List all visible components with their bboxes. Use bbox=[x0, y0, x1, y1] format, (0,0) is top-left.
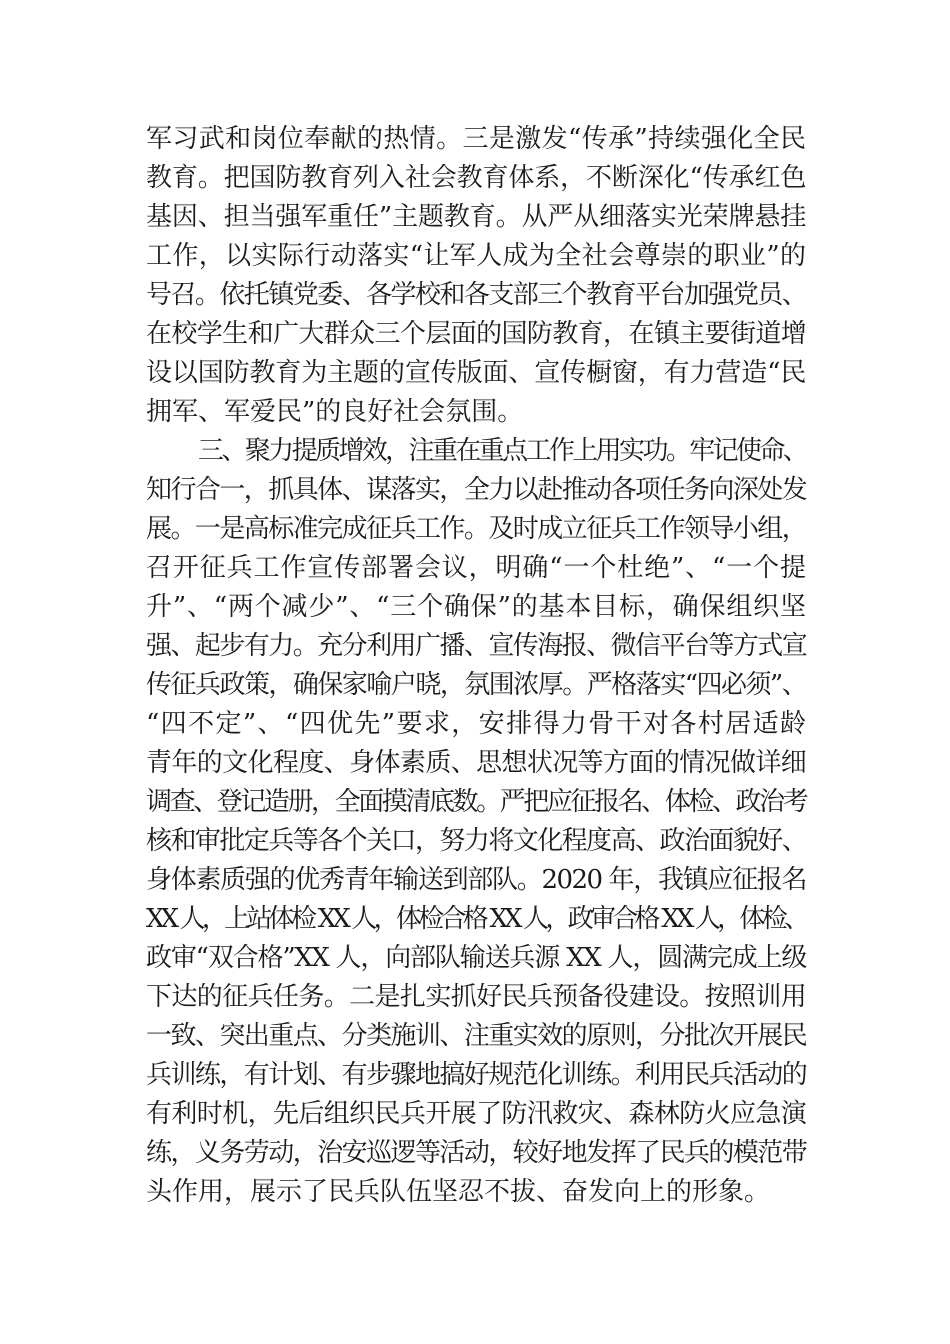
text-line: 知行合一，抓具体、谋落实，全力以赴推动各项任务向深处发 bbox=[146, 475, 806, 505]
text-line: 核和审批定兵等各个关口，努力将文化程度高、政治面貌好、 bbox=[146, 826, 806, 856]
text-line: 下达的征兵任务。二是扎实抓好民兵预备役建设。按照训用 bbox=[146, 982, 806, 1012]
text-line: 青年的文化程度、身体素质、思想状况等方面的情况做详细 bbox=[146, 748, 806, 778]
paragraph bbox=[146, 120, 806, 432]
text-line: “四不定”、“四优先”要求，安排得力骨干对各村居适龄 bbox=[146, 709, 806, 739]
paragraph bbox=[146, 432, 806, 1212]
text-line: 三、聚力提质增效，注重在重点工作上用实功。牢记使命、 bbox=[198, 436, 806, 466]
body-text bbox=[146, 120, 806, 1212]
text-line: 在校学生和广大群众三个层面的国防教育，在镇主要街道增 bbox=[146, 319, 806, 349]
text-line: 拥军、军爱民”的良好社会氛围。 bbox=[146, 397, 524, 427]
text-line: 升”、“两个减少”、“三个确保”的基本目标，确保组织坚 bbox=[146, 592, 806, 622]
text-line: 身体素质强的优秀青年输送到部队。2020 年，我镇应征报名 bbox=[146, 865, 806, 895]
text-line: 设以国防教育为主题的宣传版面、宣传橱窗，有力营造“民 bbox=[146, 358, 806, 388]
text-line: 工作，以实际行动落实“让军人成为全社会尊崇的职业”的 bbox=[146, 241, 806, 271]
text-line: 兵训练，有计划、有步骤地搞好规范化训练。利用民兵活动的 bbox=[146, 1060, 806, 1090]
text-line: 教育。把国防教育列入社会教育体系，不断深化“传承红色 bbox=[146, 163, 806, 193]
text-line: 传征兵政策，确保家喻户晓，氛围浓厚。严格落实“四必须”、 bbox=[146, 670, 806, 700]
text-line: 一致、突出重点、分类施训、注重实效的原则，分批次开展民 bbox=[146, 1021, 806, 1051]
text-line: 召开征兵工作宣传部署会议，明确“一个杜绝”、“一个提 bbox=[146, 553, 806, 583]
text-line: 练，义务劳动，治安巡逻等活动，较好地发挥了民兵的模范带 bbox=[146, 1138, 806, 1168]
text-line: 有利时机，先后组织民兵开展了防汛救灾、森林防火应急演 bbox=[146, 1099, 806, 1129]
text-line: 头作用，展示了民兵队伍坚忍不拔、奋发向上的形象。 bbox=[146, 1177, 771, 1207]
text-line: 强、起步有力。充分利用广播、宣传海报、微信平台等方式宣 bbox=[146, 631, 806, 661]
text-line: 展。一是高标准完成征兵工作。及时成立征兵工作领导小组， bbox=[146, 514, 806, 544]
text-line: 号召。依托镇党委、各学校和各支部三个教育平台加强党员、 bbox=[146, 280, 806, 310]
text-line: 政审“双合格”XX 人，向部队输送兵源 XX 人，圆满完成上级 bbox=[146, 943, 806, 973]
text-line: 基因、担当强军重任”主题教育。从严从细落实光荣牌悬挂 bbox=[146, 202, 806, 232]
text-line: 调查、登记造册，全面摸清底数。严把应征报名、体检、政治考 bbox=[146, 787, 806, 817]
text-line: XX 人，上站体检 XX 人，体检合格 XX 人，政审合格 XX 人，体检、 bbox=[146, 904, 806, 934]
text-line: 军习武和岗位奉献的热情。三是激发“传承”持续强化全民 bbox=[146, 124, 806, 154]
